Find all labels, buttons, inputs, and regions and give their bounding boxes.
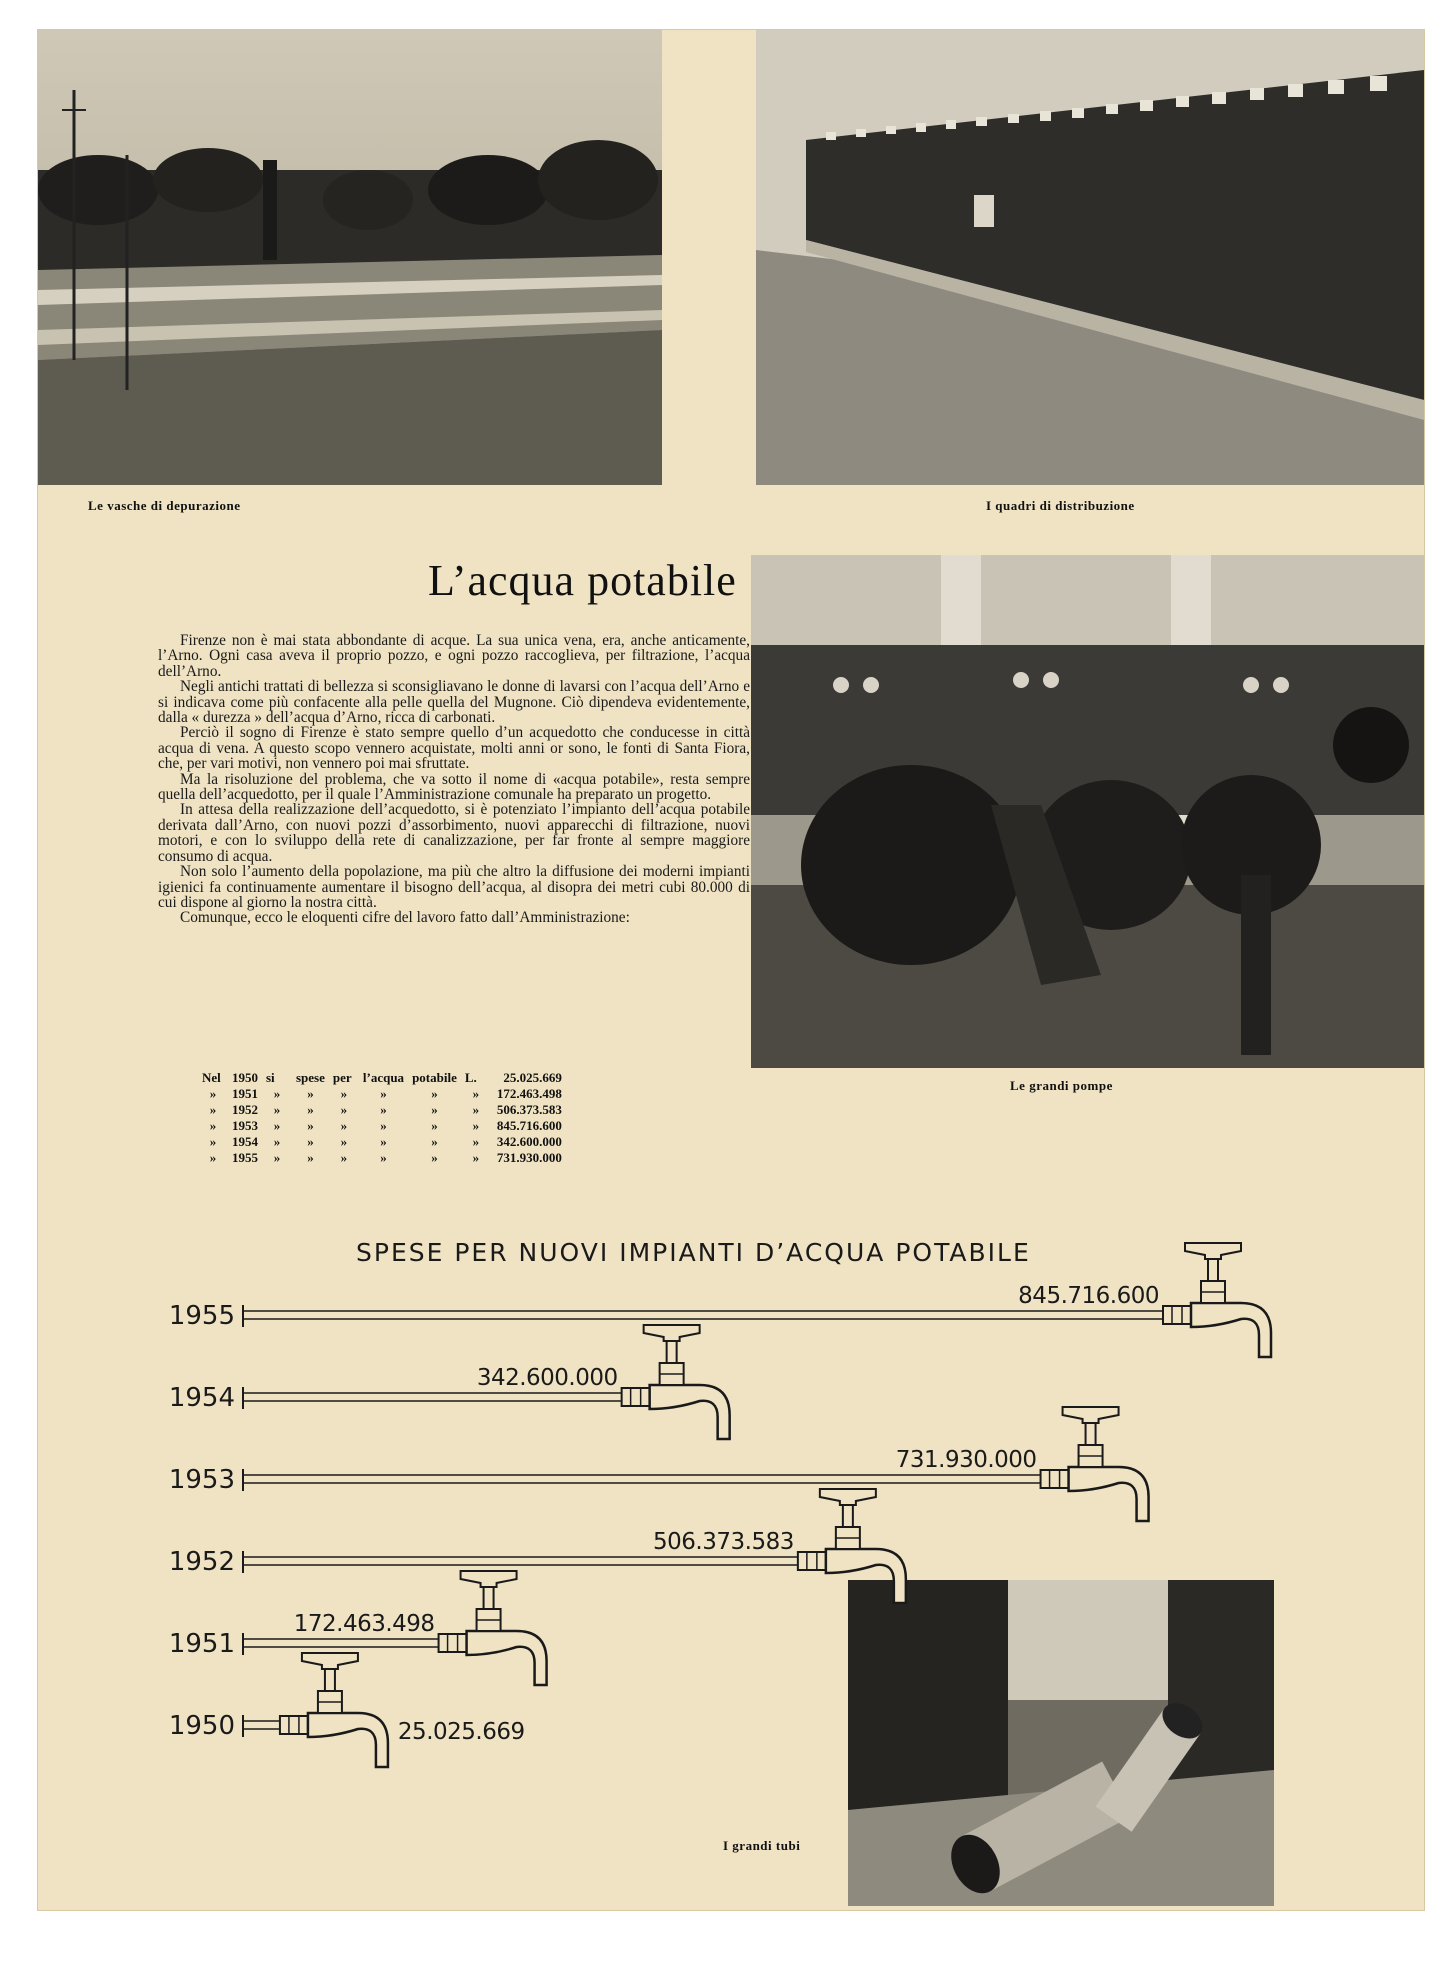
photo-grandi-pompe: [751, 555, 1424, 1068]
article-body: [158, 633, 750, 926]
article-paragraph: Negli antichi trattati di bellezza si sconsigliavano le donne di lavarsi con l’acqua dell’Arno e si indicava come più confacente alla pelle quella del Mugnone. Ciò dipendeva evidentemente, dalla « durezza » dell’acqua d’Arno, ricca di carbonati.: [158, 678, 750, 727]
value-label: 342.600.000: [476, 1365, 618, 1391]
faucet-spout: [1069, 1467, 1149, 1521]
ditto-mark: »: [472, 1086, 480, 1101]
spese-year: 1950: [232, 1070, 258, 1085]
photo-pompe-image: [751, 555, 1424, 1068]
article-paragraph: Perciò il sogno di Firenze è stato sempre quello d’un acquedotto che conducesse in città acqua di vena. A questo scopo vennero acquistate, molti anni or sono, le fonti di Santa Fiora, che, per vari motivi, non vennero poi mai sfruttate.: [158, 724, 750, 773]
article-paragraph: Comunque, ecco le eloquenti cifre del lavoro fatto dall’Amministrazione:: [180, 909, 630, 927]
ditto-mark: »: [431, 1134, 438, 1149]
spese-year: 1955: [232, 1150, 258, 1165]
faucet-handle: [1185, 1243, 1241, 1259]
faucet-nut: [280, 1716, 308, 1734]
year-label: 1954: [168, 1383, 235, 1413]
caption-vasche: Le vasche di depurazione: [88, 498, 241, 513]
ditto-mark: »: [273, 1102, 281, 1117]
faucet-stem: [843, 1505, 853, 1527]
year-label: 1955: [168, 1301, 235, 1331]
spese-table-row: [198, 1118, 566, 1134]
ditto-mark: »: [340, 1102, 348, 1117]
caption-pompe: Le grandi pompe: [1010, 1078, 1113, 1093]
value-label: 506.373.583: [653, 1529, 794, 1555]
ditto-mark: »: [307, 1102, 314, 1117]
spese-table-row: [198, 1102, 566, 1118]
spese-amount: 731.930.000: [496, 1150, 562, 1165]
faucet-nut: [439, 1634, 467, 1652]
spese-table: [198, 1070, 566, 1166]
caption-quadri: I quadri di distribuzione: [986, 498, 1135, 513]
faucet-stem: [484, 1587, 494, 1609]
ditto-mark: »: [380, 1118, 387, 1133]
ditto-mark: »: [209, 1150, 217, 1165]
faucet-bonnet: [1079, 1445, 1103, 1467]
faucet-stem: [1208, 1259, 1218, 1281]
spese-amount: 845.716.600: [496, 1118, 562, 1133]
spese-cell: spese: [296, 1070, 325, 1085]
article-paragraph: In attesa della realizzazione dell’acquedotto, si è potenziato l’impianto dell’acqua potabile derivata dall’Arno, con nuovi pozzi d’assorbimento, nuovi apparecchi di filtrazione, nuovi motori, e con lo sviluppo della rete di canalizzazione, per far fronte al sempre maggiore consumo di acqua.: [158, 801, 750, 865]
ditto-mark: »: [273, 1086, 281, 1101]
caption-tubi: I grandi tubi: [723, 1838, 801, 1853]
ditto-mark: »: [472, 1102, 480, 1117]
value-label: 25.025.669: [397, 1719, 525, 1745]
photo-grandi-tubi: [848, 1580, 1274, 1906]
ditto-mark: »: [307, 1086, 314, 1101]
photo-quadri-distribuzione: [756, 30, 1424, 485]
spese-cell: L.: [464, 1070, 477, 1085]
spese-amount: 342.600.000: [496, 1134, 562, 1149]
photo-vasche-depurazione: [38, 30, 662, 485]
photo-vasche-image: [38, 30, 662, 485]
spese-table-row: [198, 1070, 566, 1086]
value-label: 845.716.600: [1018, 1283, 1159, 1309]
spese-amount: 172.463.498: [496, 1086, 562, 1101]
ditto-mark: »: [209, 1118, 217, 1133]
ditto-mark: »: [472, 1134, 480, 1149]
ditto-mark: »: [431, 1102, 438, 1117]
spese-year: 1953: [232, 1118, 258, 1133]
ditto-mark: »: [431, 1150, 438, 1165]
year-label: 1951: [168, 1629, 235, 1659]
faucet-bonnet: [318, 1691, 342, 1713]
year-label: 1950: [168, 1711, 235, 1741]
ditto-mark: »: [209, 1102, 217, 1117]
spese-cell: si: [266, 1070, 275, 1085]
faucet-nut: [1163, 1306, 1191, 1324]
chart-title: SPESE PER NUOVI IMPIANTI D’ACQUA POTABILE: [356, 1238, 1031, 1267]
ditto-mark: »: [380, 1150, 387, 1165]
faucet-handle: [461, 1571, 517, 1587]
faucet-spout: [467, 1631, 547, 1685]
ditto-mark: »: [380, 1102, 387, 1117]
faucet-nut: [1041, 1470, 1069, 1488]
article-title: L’acqua potabile: [428, 556, 737, 605]
faucet-nut: [622, 1388, 650, 1406]
faucet-spout: [308, 1713, 388, 1767]
ditto-mark: »: [472, 1118, 480, 1133]
faucet-bonnet: [477, 1609, 501, 1631]
ditto-mark: »: [307, 1134, 314, 1149]
spese-amount: 506.373.583: [496, 1102, 562, 1117]
ditto-mark: »: [340, 1086, 348, 1101]
spese-year: 1954: [232, 1134, 258, 1149]
faucet-handle: [302, 1653, 358, 1669]
faucet-spout: [1191, 1303, 1271, 1357]
spese-cell: per: [332, 1070, 352, 1085]
faucet-handle: [820, 1489, 876, 1505]
year-label: 1953: [168, 1465, 235, 1495]
ditto-mark: »: [431, 1118, 438, 1133]
photo-quadri-image: [756, 30, 1424, 485]
spese-year: 1952: [232, 1102, 258, 1117]
ditto-mark: »: [340, 1150, 348, 1165]
spese-table-row: [198, 1134, 566, 1150]
ditto-mark: »: [472, 1150, 480, 1165]
ditto-mark: »: [307, 1150, 314, 1165]
faucet-spout: [650, 1385, 730, 1439]
faucet-stem: [325, 1669, 335, 1691]
magazine-page: [38, 30, 1424, 1910]
spese-table-row: [198, 1150, 566, 1166]
spese-table-row: [198, 1086, 566, 1102]
spese-cell: potabile: [412, 1070, 457, 1085]
ditto-mark: »: [209, 1134, 217, 1149]
ditto-mark: »: [209, 1086, 217, 1101]
spese-amount: 25.025.669: [503, 1070, 562, 1085]
ditto-mark: »: [380, 1134, 387, 1149]
ditto-mark: »: [273, 1150, 281, 1165]
ditto-mark: »: [340, 1118, 348, 1133]
faucet-handle: [644, 1325, 700, 1341]
faucet-bonnet: [660, 1363, 684, 1385]
ditto-mark: »: [380, 1086, 387, 1101]
spese-cell: Nel: [202, 1070, 221, 1085]
spese-cell: l’acqua: [362, 1070, 405, 1085]
faucet-stem: [667, 1341, 677, 1363]
spese-year: 1951: [232, 1086, 258, 1101]
article-paragraph: Firenze non è mai stata abbondante di acque. La sua unica vena, era, anche anticamente, l’Arno. Ogni casa aveva il proprio pozzo, e ogni pozzo raccoglieva, per filtrazione, l’acqua dell’Arno.: [158, 632, 750, 680]
ditto-mark: »: [340, 1134, 348, 1149]
ditto-mark: »: [307, 1118, 314, 1133]
article-paragraph: Non solo l’aumento della popolazione, ma più che altro la diffusione dei moderni impianti igienici fa continuamente aumentare il bisogno dell’acqua, al disopra dei metri cubi 80.000 di cui dispone al giorno la nostra città.: [158, 863, 750, 911]
ditto-mark: »: [431, 1086, 438, 1101]
faucet-handle: [1063, 1407, 1119, 1423]
faucet-nut: [798, 1552, 826, 1570]
article-paragraph: Ma la risoluzione del problema, che va sotto il nome di «acqua potabile», resta sempre quella dell’acquedotto, per il quale l’Amministrazione comunale ha preparato un progetto.: [158, 770, 750, 804]
faucet-bonnet: [1201, 1281, 1225, 1303]
ditto-mark: »: [273, 1118, 281, 1133]
year-label: 1952: [168, 1547, 235, 1577]
value-label: 731.930.000: [895, 1447, 1037, 1473]
value-label: 172.463.498: [293, 1611, 435, 1637]
ditto-mark: »: [273, 1134, 281, 1149]
faucet-stem: [1086, 1423, 1096, 1445]
photo-tubi-image: [848, 1580, 1274, 1906]
faucet-bonnet: [836, 1527, 860, 1549]
